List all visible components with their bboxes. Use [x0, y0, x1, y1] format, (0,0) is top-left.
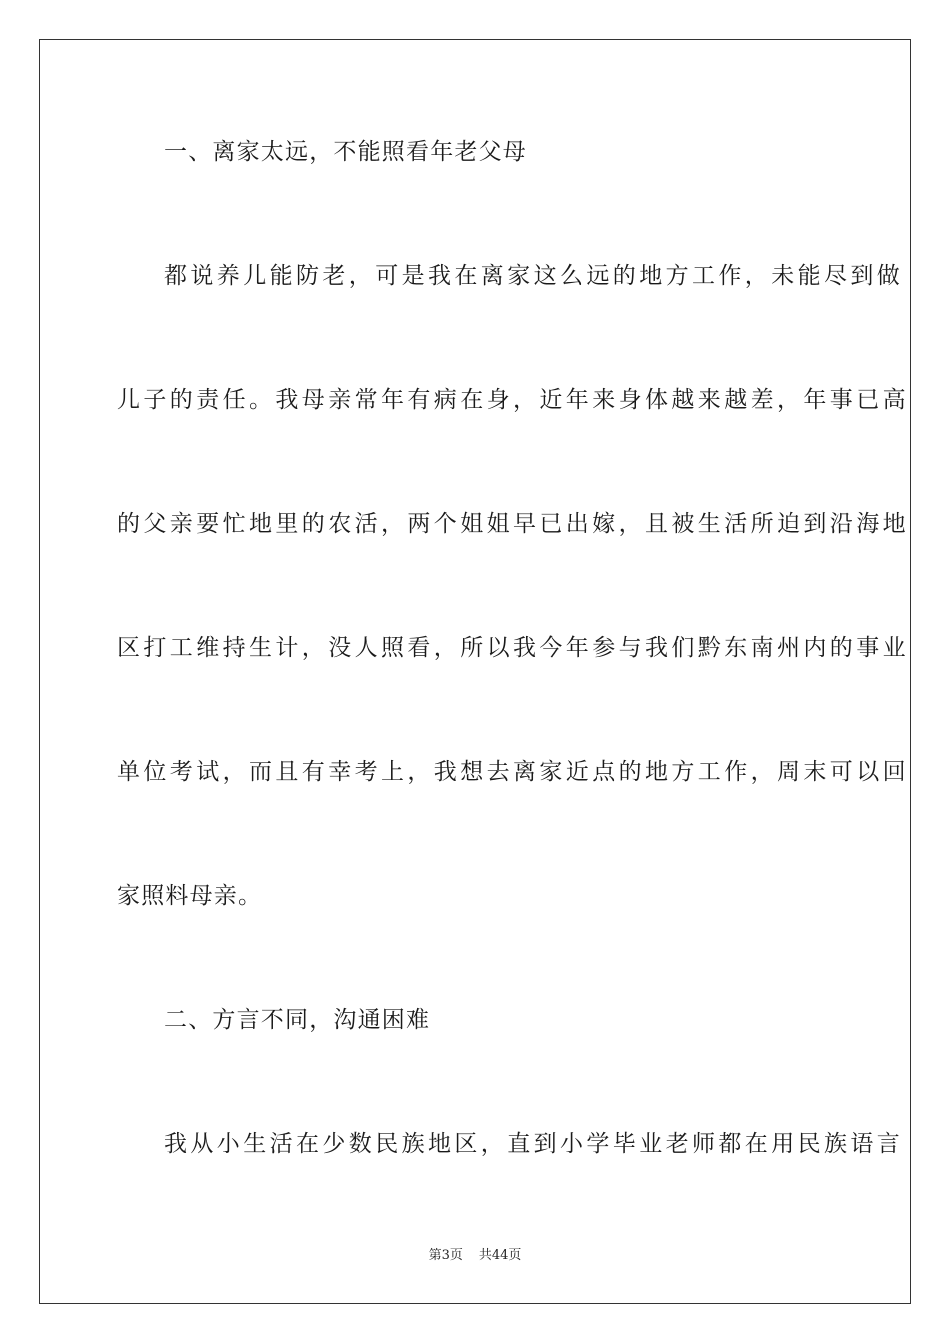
- page-border: [39, 39, 911, 1304]
- section-heading-2: 二、方言不同，沟通困难: [164, 1007, 431, 1033]
- paragraph-line: 单位考试，而且有幸考上，我想去离家近点的地方工作，周末可以回: [117, 759, 909, 785]
- page-footer: [0, 1247, 950, 1265]
- paragraph-line: 家照料母亲。: [117, 883, 263, 909]
- paragraph-line: 我从小生活在少数民族地区，直到小学毕业老师都在用民族语言: [164, 1131, 904, 1157]
- page-number: 第3页: [428, 1248, 463, 1263]
- paragraph-line: 都说养儿能防老，可是我在离家这么远的地方工作，未能尽到做: [164, 263, 904, 289]
- paragraph-line: 区打工维持生计，没人照看，所以我今年参与我们黔东南州内的事业: [117, 635, 909, 661]
- paragraph-line: 儿子的责任。我母亲常年有病在身，近年来身体越来越差，年事已高: [117, 387, 909, 413]
- paragraph-line: 的父亲要忙地里的农活，两个姐姐早已出嫁，且被生活所迫到沿海地: [117, 511, 909, 537]
- total-pages: 共44页: [478, 1248, 522, 1263]
- section-heading-1: 一、离家太远，不能照看年老父母: [164, 139, 527, 165]
